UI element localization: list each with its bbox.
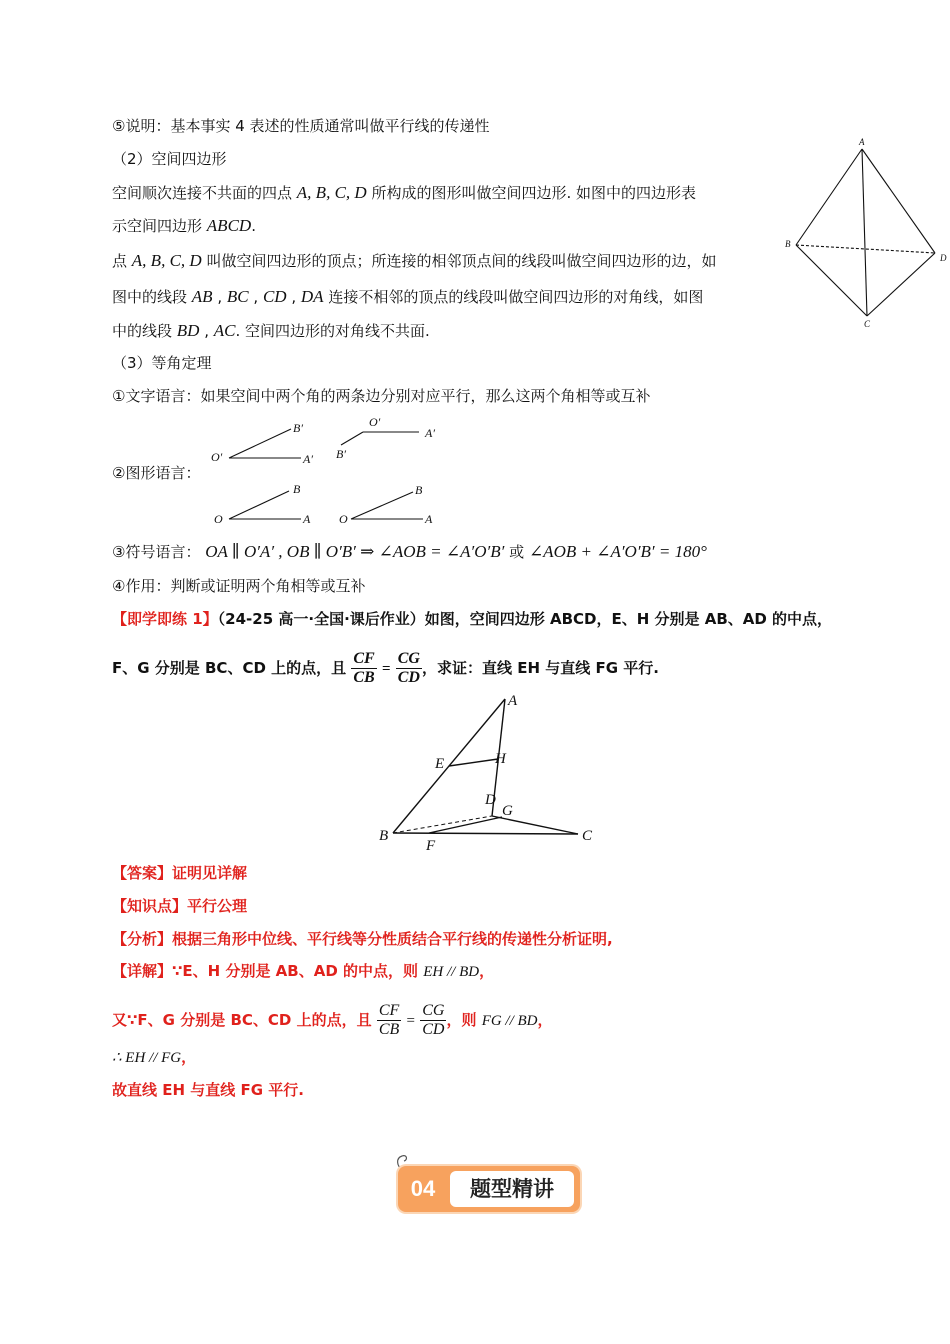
point-label: B xyxy=(415,483,423,497)
definition-line-2 xyxy=(112,215,256,237)
segment-fg xyxy=(429,817,502,833)
point-label: G xyxy=(502,803,513,819)
point-label: B xyxy=(379,828,389,844)
point-label: B′ xyxy=(293,421,303,435)
text: ③符号语言： xyxy=(112,543,201,561)
definition-line-4: 图中的线段 AB , BC , CD , DA 连接不相邻的顶点的线段叫做空间四边形的对角线，如图 xyxy=(112,287,704,306)
text: 空间顺次连接不共面的四点 xyxy=(112,184,293,202)
fraction-cf-cb: $\frac{CF}{CB}$ xyxy=(378,1002,400,1038)
point-label: E xyxy=(435,756,445,772)
vertex-label: B xyxy=(785,239,791,249)
text: 或 xyxy=(509,543,525,561)
ray-ob3 xyxy=(229,491,289,519)
text: F、G 分别是 BC、CD 上的点，且 xyxy=(112,659,347,677)
figure-language-label: ②图形语言： xyxy=(112,464,201,482)
math: DA xyxy=(300,287,324,306)
text: 叫做空间四边形的顶点；所连接的相邻顶点间的线段叫做空间四边形的边，如 xyxy=(206,252,717,270)
math: FG // BD xyxy=(481,1013,538,1029)
ray-ob4 xyxy=(351,492,413,519)
text: . xyxy=(251,217,256,235)
edge-bc xyxy=(393,833,578,834)
text: 示空间四边形 xyxy=(112,217,203,235)
edge-cd xyxy=(867,253,935,316)
point-label: A xyxy=(508,693,518,709)
math: A, B, C, D xyxy=(131,251,202,270)
knowledge-point-line: 【知识点】平行公理 xyxy=(112,897,248,915)
point-label: D xyxy=(485,792,496,808)
point-label: O′ xyxy=(369,415,381,429)
text: ， xyxy=(537,1011,553,1029)
exercise-figure xyxy=(372,688,602,856)
text: 【详解】∵E、H 分别是 AB、AD 的中点，则 xyxy=(112,962,419,980)
text: 图中的线段 xyxy=(112,288,188,306)
point-label: C xyxy=(582,828,593,844)
text: ，则 xyxy=(446,1011,477,1029)
text: 点 xyxy=(112,252,128,270)
subheading-equal-angle: （3）等角定理 xyxy=(112,354,212,372)
point-label: B xyxy=(293,482,301,496)
section-number: 04 xyxy=(410,1176,436,1201)
definition-line-1 xyxy=(112,182,696,204)
edge-ac xyxy=(862,149,867,316)
analysis-line: 【分析】根据三角形中位线、平行线等分性质结合平行线的传递性分析证明, xyxy=(112,930,613,948)
space-quadrilateral-figure xyxy=(780,135,950,330)
ray-ob1 xyxy=(229,429,291,458)
point-label: H xyxy=(495,751,506,767)
symbol-language-line xyxy=(112,541,707,563)
vertex-label: C xyxy=(864,319,871,329)
fraction-cf-cb: $\frac{CF}{CB}$ xyxy=(353,650,375,686)
exercise-source: （24-25 高一·全国·课后作业） xyxy=(217,610,425,628)
subheading-space-quad: （2）空间四边形 xyxy=(112,150,227,168)
usage-line: ④作用：判断或证明两个角相等或互补 xyxy=(112,577,366,595)
theorem-text: ①文字语言：如果空间中两个角的两条边分别对应平行，那么这两个角相等或互补 xyxy=(112,387,651,405)
point-label: A xyxy=(425,512,433,526)
text: 所构成的图形叫做空间四边形. 如图中的四边形表 xyxy=(371,184,697,202)
exercise-line-2: F、G 分别是 BC、CD 上的点，且 $\frac{CF}{CB}$ = $\frac{CG}{CD}$ ，求证：直线 EH 与直线 FG 平行. xyxy=(112,650,659,686)
detail-line-1 xyxy=(112,960,494,983)
text: 又∵F、G 分别是 BC、CD 上的点，且 xyxy=(112,1011,372,1029)
ray-ob2 xyxy=(341,432,363,445)
detail-line-2: 又∵F、G 分别是 BC、CD 上的点，且 $\frac{CF}{CB}$ = $\frac{CG}{CD}$ ，则 FG // BD， xyxy=(112,1002,553,1038)
text: ，求证：直线 EH 与直线 FG 平行. xyxy=(421,659,659,677)
point-label: A′ xyxy=(303,452,313,466)
vertex-label: A xyxy=(859,137,865,147)
point-label: O′ xyxy=(211,450,223,464)
text: 连接不相邻的顶点的线段叫做空间四边形的对角线，如图 xyxy=(328,288,704,306)
definition-line-5: 中的线段 BD , AC. 空间四边形的对角线不共面. xyxy=(112,321,430,340)
math: BD xyxy=(176,321,200,340)
edge-bc xyxy=(796,245,867,316)
math: A, B, C, D xyxy=(296,183,367,202)
text: 中的线段 xyxy=(112,322,173,340)
edge-ab xyxy=(796,149,862,245)
math: ABCD xyxy=(206,216,252,235)
point-label: O xyxy=(214,512,223,526)
exercise-tag: 【即学即练 1】 xyxy=(112,610,218,628)
math: EH // BD xyxy=(423,964,480,980)
text: ， xyxy=(479,962,495,980)
point-label: B′ xyxy=(336,447,346,461)
math: ∠AOB + ∠A′O′B′ = 180° xyxy=(528,542,707,561)
math: CD xyxy=(262,287,287,306)
math: OA ∥ O′A′ , OB ∥ O′B′ ⇒ ∠AOB = ∠A′O′B′ xyxy=(205,542,505,561)
text: ， xyxy=(181,1048,197,1066)
answer-line: 【答案】证明见详解 xyxy=(112,864,248,882)
math: AB xyxy=(191,287,213,306)
text: . 空间四边形的对角线不共面. xyxy=(235,322,430,340)
section-badge xyxy=(398,1166,580,1212)
note-line: ⑤说明：基本事实 4 表述的性质通常叫做平行线的传递性 xyxy=(112,117,490,135)
detail-line-3 xyxy=(112,1046,196,1069)
point-label: F xyxy=(426,838,436,854)
equal-angle-figures xyxy=(205,412,455,532)
fraction-cg-cd: $\frac{CG}{CD}$ xyxy=(397,650,420,686)
section-title: 题型精讲 xyxy=(450,1171,574,1207)
text: 如图，空间四边形 ABCD，E、H 分别是 AB、AD 的中点， xyxy=(424,610,833,628)
math: BC xyxy=(226,287,249,306)
edge-ad xyxy=(862,149,935,253)
exercise-line-1 xyxy=(112,608,832,630)
math: ∴ EH // FG xyxy=(112,1050,182,1066)
math: AC xyxy=(213,321,236,340)
segment-eh xyxy=(449,759,498,766)
point-label: A′ xyxy=(425,426,435,440)
vertex-label: D xyxy=(940,253,947,263)
point-label: A xyxy=(303,512,311,526)
fraction-cg-cd: $\frac{CG}{CD}$ xyxy=(422,1002,445,1038)
conclusion-line: 故直线 EH 与直线 FG 平行. xyxy=(112,1081,304,1099)
point-label: O xyxy=(339,512,348,526)
definition-line-3 xyxy=(112,250,716,272)
